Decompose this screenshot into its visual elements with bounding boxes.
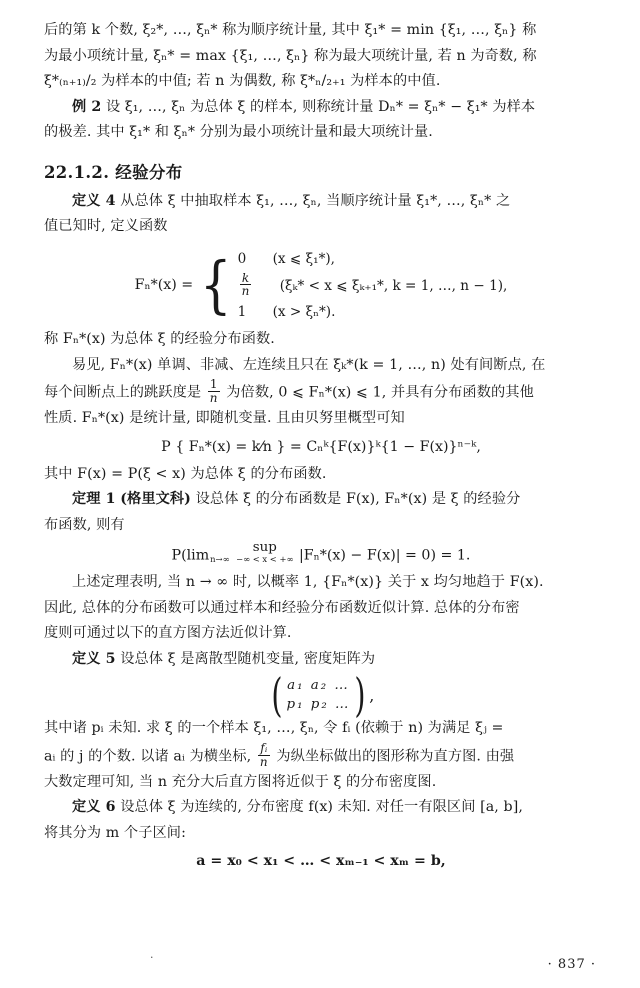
left-brace-glyph: {: [200, 247, 232, 321]
body-line-fraction: [44, 742, 598, 770]
glivenko-formula: [44, 541, 598, 567]
right-paren-glyph: ): [354, 668, 366, 723]
definition-4-paragraph: [44, 189, 598, 215]
fraction-numerator: fᵢ: [258, 742, 270, 756]
definition-4-after: 称 Fₙ*(x) 为总体 ξ 的经验分布函数.: [44, 331, 275, 348]
paragraph-line: 后的第 k 个数, ξ₂*, …, ξₙ* 称为顺序统计量, 其中 ξ₁* = min {ξ₁, …, ξₙ} 称: [44, 22, 537, 38]
sup-range: −∞ < x < +∞: [236, 553, 294, 564]
body-line: 性质. Fₙ*(x) 是统计量, 即随机变量. 且由贝努里概型可知: [44, 410, 405, 427]
fraction-fi-over-n: [258, 742, 270, 769]
formula-p-lim: P(lim: [171, 547, 210, 564]
case-1-condition: (x ⩽ ξ₁*),: [272, 250, 335, 267]
fraction-one-over-n: [208, 378, 220, 405]
definition-6-text: 设总体 ξ 为连续的, 分布密度 f(x) 未知. 对任一有限区间 [a, b],: [120, 799, 523, 816]
example-2-label: 例 2: [72, 98, 102, 115]
definition-6-label: 定义 6: [72, 799, 116, 816]
body-line: 大数定理可知, 当 n 充分大后直方图将近似于 ξ 的分布密度图.: [44, 773, 437, 790]
example-2-paragraph: [44, 95, 598, 121]
matrix-row-values: a₁ a₂ …: [287, 678, 350, 694]
theorem-1-label: 定理 1: [72, 491, 116, 508]
definition-4-paragraph-cont: 值已知时, 定义函数: [44, 218, 168, 234]
body-line: 度则可通过以下的直方图方法近似计算.: [44, 625, 292, 642]
case-3-value: 1: [237, 304, 247, 321]
fraction-numerator: 1: [208, 378, 220, 392]
left-paren-glyph: (: [271, 668, 283, 723]
case-1-value: 0: [237, 250, 247, 267]
case-2-condition: (ξₖ* < x ⩽ ξₖ₊₁*, k = 1, …, n − 1),: [279, 278, 508, 295]
bernoulli-formula: P { Fₙ*(x) = k⁄n } = Cₙᵏ{F(x)}ᵏ{1 − F(x)}ⁿ⁻ᵏ,: [161, 438, 481, 455]
formula-lead: Fₙ*(x) =: [134, 277, 194, 294]
definition-4-label: 定义 4: [72, 192, 116, 209]
body-line-fraction: [44, 378, 598, 406]
case-row-1: [238, 246, 508, 272]
fraction-k-over-n: [240, 272, 252, 299]
fraction-denominator: n: [209, 391, 218, 406]
example-2-text: 设 ξ₁, …, ξₙ 为总体 ξ 的样本, 则称统计量 Dₙ* = ξₙ* − ξ₁* 为样本: [105, 98, 536, 115]
piecewise-formula: [44, 246, 598, 326]
theorem-1-text: 设总体 ξ 的分布函数是 F(x), Fₙ*(x) 是 ξ 的经验分: [195, 491, 521, 508]
definition-6-paragraph: [44, 795, 598, 821]
definition-5-label: 定义 5: [72, 650, 116, 667]
body-line: 其中诸 pᵢ 未知. 求 ξ 的一个样本 ξ₁, …, ξₙ, 令 fᵢ (依赖于 n) 为满足 ξⱼ =: [44, 720, 504, 737]
body-line: 因此, 总体的分布函数可以通过样本和经验分布函数近似计算. 总体的分布密: [44, 599, 520, 616]
section-heading: 22.1.2. 经验分布: [44, 162, 183, 182]
definition-5-paragraph: [44, 647, 598, 673]
definition-4-text: 从总体 ξ 中抽取样本 ξ₁, …, ξₙ, 当顺序统计量 ξ₁*, …, ξₙ* 之: [120, 192, 511, 209]
matrix-row-probabilities: p₁ p₂ …: [286, 697, 351, 713]
paragraph-line: ξ*₍ₙ₊₁₎/₂ 为样本的中值; 若 n 为偶数, 称 ξ*ₙ/₂₊₁ 为样本的中值.: [44, 73, 441, 89]
body-line: 易见, Fₙ*(x) 单调、非减、左连续且只在 ξₖ*(k = 1, …, n) 处有间断点, 在: [72, 356, 546, 373]
fraction-denominator: n: [259, 754, 268, 769]
theorem-1-paragraph: [44, 487, 598, 513]
lim-subscript: n→∞: [210, 553, 230, 564]
page-number: · 837 ·: [547, 957, 596, 972]
definition-6-paragraph-cont: 将其分为 m 个子区间:: [44, 824, 186, 841]
body-line: 上述定理表明, 当 n → ∞ 时, 以概率 1, {Fₙ*(x)} 关于 x 均匀地趋于 F(x).: [72, 574, 544, 591]
matrix-trailing-comma: ,: [369, 685, 375, 705]
formula-rest: |Fₙ*(x) − F(x)| = 0) = 1.: [298, 547, 471, 564]
body-line-part-b: 为倍数, 0 ⩽ Fₙ*(x) ⩽ 1, 并具有分布函数的其他: [226, 384, 534, 401]
partition-formula: a = x₀ < x₁ < … < xₘ₋₁ < xₘ = b,: [196, 853, 446, 870]
density-matrix: [44, 668, 598, 723]
fraction-numerator: k: [240, 272, 252, 286]
lim-subscript-group: [210, 555, 229, 563]
sup-group: [236, 541, 293, 563]
paragraph-line: 为最小项统计量, ξₙ* = max {ξ₁, …, ξₙ} 称为最大项统计量, 若 n 为奇数, 称: [44, 47, 537, 64]
body-line-part-a: aᵢ 的 j 的个数. 以诸 aᵢ 为横坐标,: [44, 748, 252, 765]
fraction-denominator: n: [241, 284, 250, 299]
body-line-part-b: 为纵坐标做出的图形称为直方图. 由强: [276, 748, 515, 765]
case-3-condition: (x > ξₙ*).: [272, 304, 336, 321]
body-line: 其中 F(x) = P(ξ < x) 为总体 ξ 的分布函数.: [44, 465, 327, 482]
case-row-2: [238, 272, 508, 300]
sup-operator: sup: [252, 540, 277, 556]
case-row-3: [238, 299, 508, 325]
page-tick-mark: ·: [150, 951, 154, 964]
definition-5-text: 设总体 ξ 是离散型随机变量, 密度矩阵为: [120, 650, 376, 667]
theorem-1-paragraph-cont: 布函数, 则有: [44, 516, 125, 533]
theorem-1-name: (格里文科): [120, 491, 191, 508]
example-2-paragraph-cont: 的极差. 其中 ξ₁* 和 ξₙ* 分别为最小项统计量和最大项统计量.: [44, 124, 433, 140]
body-line-part-a: 每个间断点上的跳跃度是: [44, 384, 202, 401]
